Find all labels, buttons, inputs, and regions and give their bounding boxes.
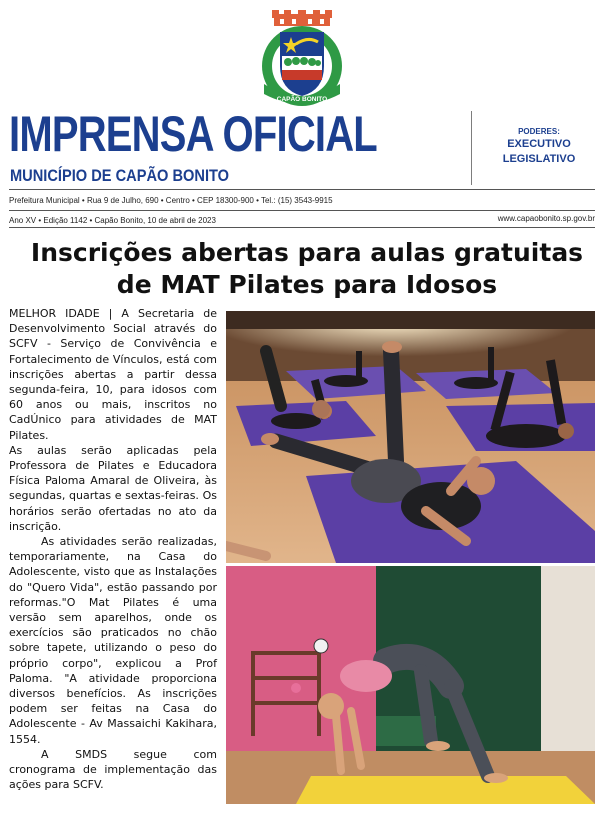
bottom-rule — [9, 227, 595, 228]
address-line: Prefeitura Municipal • Rua 9 de Julho, 690 • Centro • CEP 18300-900 • Tel.: (15) 3543-9915 — [9, 196, 333, 205]
article-body — [9, 306, 217, 793]
article-paragraph: As aulas serão aplicadas pela Professora de Pilates e Educadora Física Paloma Amaral de Oliveira, às segundas, quartas e sextas-feiras. Os horários serão ofertadas no ato da inscrição. — [9, 443, 217, 533]
municipal-crest-logo — [258, 10, 346, 108]
powers-legislative: LEGISLATIVO — [502, 153, 576, 165]
edition-line: Ano XV • Edição 1142 • Capão Bonito, 10 de abril de 2023 — [9, 216, 216, 225]
article-headline — [0, 237, 614, 301]
masthead-divider — [471, 111, 472, 185]
powers-block — [476, 126, 602, 167]
headline-line-1: Inscrições abertas para aulas gratuitas — [30, 238, 584, 267]
article-paragraph: As atividades serão realizadas, temporariamente, na Casa do Adolescente, visto que as Instalações do "Quero Vida", estão passando por reformas."O Mat Pilates é uma versão sem aparelhos, onde os exercícios são praticados no chão sobre tapete, utilizando o peso do próprio corpo", explicou a Prof Paloma. "A atividade proporciona diversos benefícios. As inscrições podem ser feitas na Casa do Adolescente - Av Massaichi Kakihara, 1554. — [9, 535, 217, 746]
newspaper-subtitle: MUNICÍPIO DE CAPÃO BONITO — [10, 166, 230, 185]
top-rule — [9, 189, 595, 190]
article-paragraph: MELHOR IDADE | A Secretaria de Desenvolvimento Social através do SCFV - Serviço de Convivência e Fortalecimento de Vínculos, está com inscrições abertas a partir dessa segunda-feira, 10, para idosos com 60 anos ou mais, inscritos no CadÚnico para atividades de MAT Pilates. — [9, 307, 217, 442]
headline-line-2: de MAT Pilates para Idosos — [116, 270, 498, 299]
group-pilates-class-photo — [226, 311, 595, 563]
article-paragraph: A SMDS segue com cronograma de implementação das ações para SCFV. — [9, 747, 217, 792]
newspaper-title: IMPRENSA OFICIAL — [9, 106, 377, 162]
middle-rule — [9, 210, 595, 211]
crest-motto-text: CAPÃO BONITO — [276, 96, 328, 103]
powers-label: PODERES: — [518, 127, 560, 136]
woman-stretching-on-yellow-mat-photo — [226, 566, 595, 804]
website-link[interactable]: www.capaobonito.sp.gov.br — [497, 214, 595, 223]
powers-executive: EXECUTIVO — [507, 138, 571, 150]
